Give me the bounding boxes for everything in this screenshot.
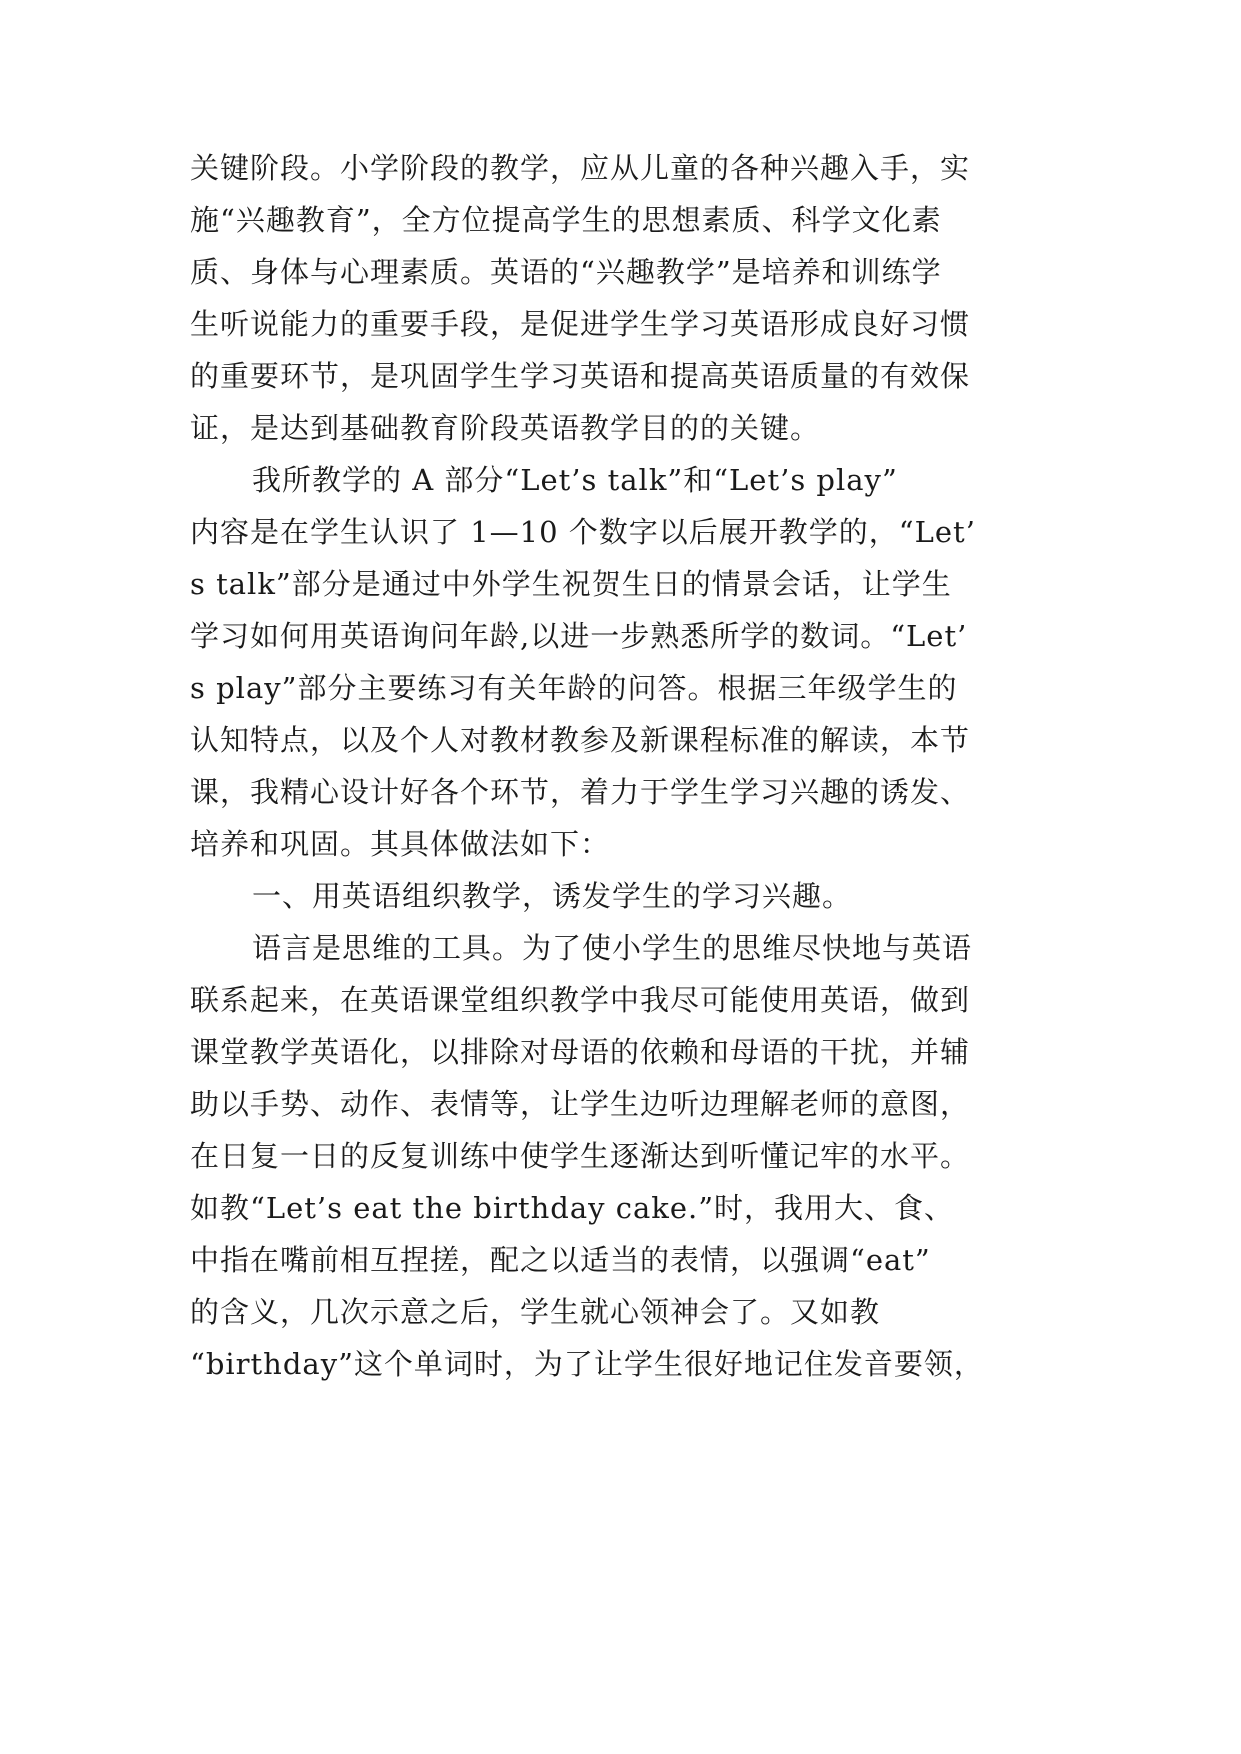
text-line: 课，我精心设计好各个环节，着力于学生学习兴趣的诱发、 — [190, 775, 971, 809]
text-line: 的重要环节，是巩固学生学习英语和提高英语质量的有效保 — [190, 359, 971, 393]
text-line: 助以手势、动作、表情等，让学生边听边理解老师的意图， — [190, 1087, 971, 1121]
paragraph-first-line: 我所教学的 A 部分“Let’s talk”和“Let’s play” — [252, 463, 898, 497]
text-line: 如教“Let’s eat the birthday cake.”时，我用大、食、 — [190, 1191, 955, 1225]
text-line: 证，是达到基础教育阶段英语教学目的的关键。 — [190, 411, 821, 445]
text-line: 课堂教学英语化，以排除对母语的依赖和母语的干扰，并辅 — [190, 1035, 971, 1069]
text-line: s play”部分主要练习有关年龄的问答。根据三年级学生的 — [190, 671, 958, 705]
text-line: 中指在嘴前相互捏搓，配之以适当的表情，以强调“eat” — [190, 1243, 931, 1277]
text-line: 联系起来，在英语课堂组织教学中我尽可能使用英语，做到 — [190, 983, 971, 1017]
text-line: 质、身体与心理素质。英语的“兴趣教学”是培养和训练学 — [190, 255, 942, 289]
text-line: s talk”部分是通过中外学生祝贺生日的情景会话，让学生 — [190, 567, 952, 601]
text-line: 生听说能力的重要手段，是促进学生学习英语形成良好习惯 — [190, 307, 971, 341]
text-line: 培养和巩固。其具体做法如下： — [190, 827, 611, 861]
text-line: “birthday”这个单词时，为了让学生很好地记住发音要领， — [190, 1347, 984, 1381]
text-line: 关键阶段。小学阶段的教学，应从儿童的各种兴趣入手，实 — [190, 151, 971, 185]
text-line: 在日复一日的反复训练中使学生逐渐达到听懂记牢的水平。 — [190, 1139, 971, 1173]
text-line: 的含义，几次示意之后，学生就心领神会了。又如教 — [190, 1295, 881, 1329]
section-heading: 一、用英语组织教学，诱发学生的学习兴趣。 — [252, 879, 853, 913]
text-line: 认知特点，以及个人对教材教参及新课程标准的解读，本节 — [190, 723, 971, 757]
paragraph-first-line: 语言是思维的工具。为了使小学生的思维尽快地与英语 — [252, 931, 973, 965]
text-line: 学习如何用英语询问年龄,以进一步熟悉所学的数词。“Let’ — [190, 619, 968, 653]
text-line: 内容是在学生认识了 1—10 个数字以后展开教学的，“Let’ — [190, 515, 976, 549]
text-line: 施“兴趣教育”，全方位提高学生的思想素质、科学文化素 — [190, 203, 942, 237]
